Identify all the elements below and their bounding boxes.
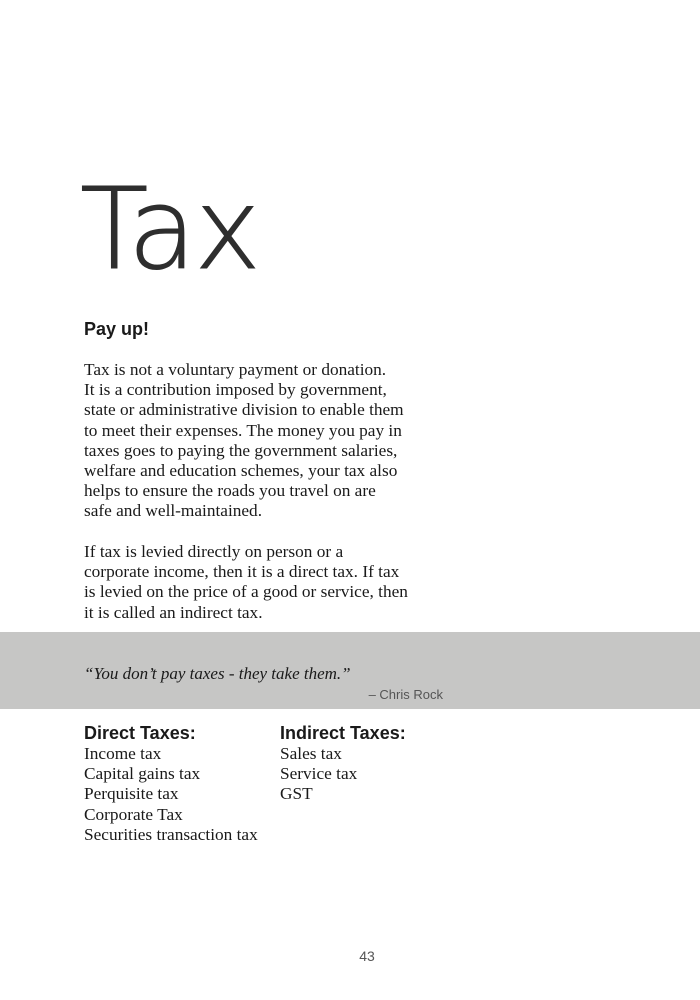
indirect-taxes-heading: Indirect Taxes: <box>280 723 406 743</box>
indirect-taxes-list <box>280 744 406 805</box>
quote-author: – Chris Rock <box>368 687 443 702</box>
direct-taxes-list <box>84 744 258 845</box>
list-item: Perquisite tax <box>84 784 179 804</box>
direct-taxes-heading: Direct Taxes: <box>84 723 196 743</box>
indirect-taxes-column <box>280 722 406 805</box>
list-item: GST <box>280 784 313 804</box>
list-item: Securities transaction tax <box>84 824 258 844</box>
intro-paragraph: Tax is not a voluntary payment or donation. It is a contribution imposed by government, state or administrative division to enable them to meet their expenses. The money you pay in taxes goes to paying the government salaries, welfare and education schemes, your tax also helps to ensure the roads you travel on are safe and well-maintained. <box>84 360 404 521</box>
list-item: Service tax <box>280 764 358 784</box>
list-item: Capital gains tax <box>84 764 201 784</box>
section-subtitle: Pay up! <box>84 319 150 339</box>
page-title: Tax <box>80 165 259 295</box>
direct-taxes-column <box>84 722 258 845</box>
quote-text: “You don’t pay taxes - they take them.” <box>84 664 351 683</box>
list-item: Income tax <box>84 744 162 763</box>
list-item: Sales tax <box>280 744 342 763</box>
page-number: 43 <box>359 948 375 964</box>
list-item: Corporate Tax <box>84 804 183 824</box>
tax-types-paragraph: If tax is levied directly on person or a corporate income, then it is a direct tax. If tax is levied on the price of a good or service, then it is called an indirect tax. <box>84 542 408 622</box>
